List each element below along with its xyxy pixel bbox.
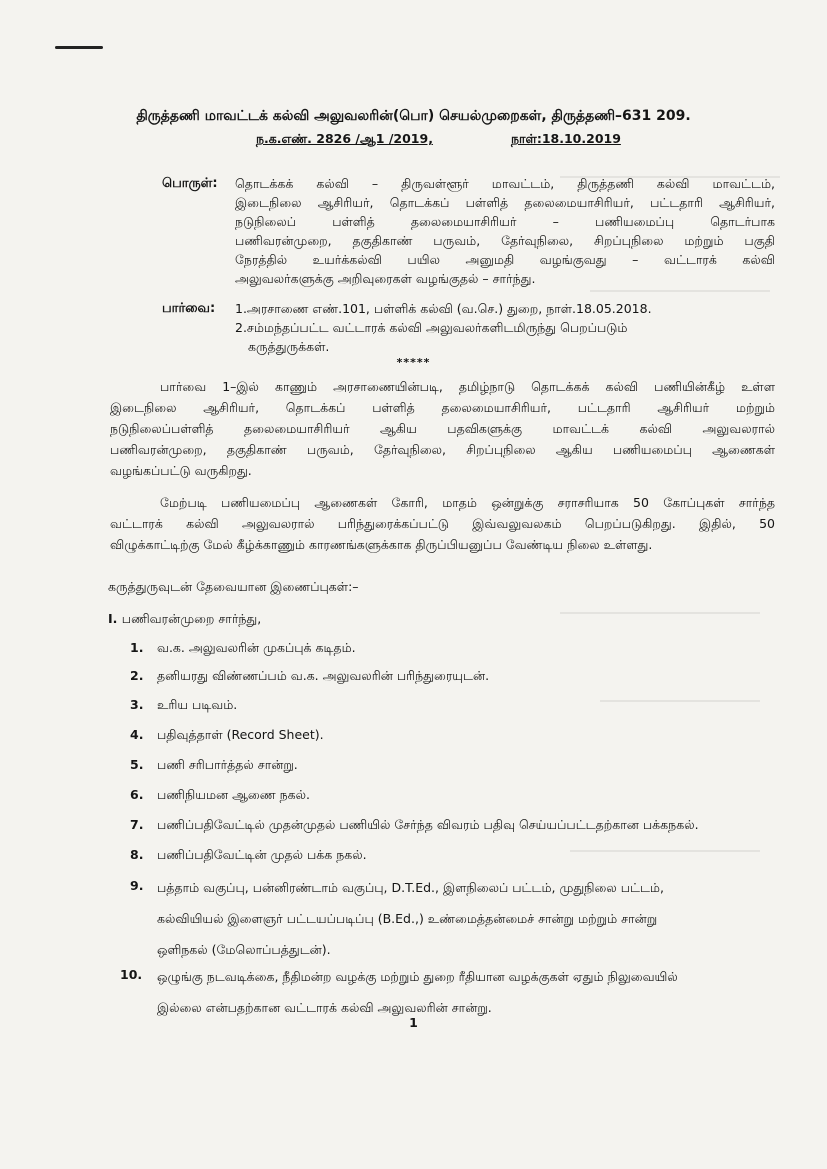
list-item: பணி சரிபார்த்தல் சான்று.: [157, 757, 298, 772]
list-item: [157, 872, 777, 965]
list-item: பதிவுத்தாள் (Record Sheet).: [157, 727, 324, 742]
paragraph-line: வட்டாரக் கல்வி அலுவலரால் பரிந்துரைக்கப்பட்டு இவ்வலுவலகம் பெறப்படுகிறது. இதில், 50: [110, 516, 775, 531]
paragraph-2: [110, 492, 775, 555]
list-item: [157, 961, 777, 1023]
list-item: உரிய படிவம்.: [157, 697, 238, 712]
section-heading: [108, 611, 261, 628]
reference-line: 2.சம்மந்தப்பட்ட வட்டாரக் கல்வி அலுவலர்களிடமிருந்து பெறப்படும்: [235, 320, 628, 335]
subject-line: தொடக்கக் கல்வி – திருவள்ளூர் மாவட்டம், திருத்தணி கல்வி மாவட்டம்,: [235, 176, 775, 191]
list-item: வ.க. அலுவலரின் முகப்புக் கடிதம்.: [157, 640, 356, 655]
reference-line: கருத்துருக்கள்.: [248, 339, 330, 354]
paragraph-line: மேற்படி பணியமைப்பு ஆணைகள் கோரி, மாதம் ஒன்றுக்கு சராசரியாக 50 கோப்புகள் சார்ந்த: [160, 495, 775, 510]
subject-line: நேரத்தில் உயர்க்கல்வி பயில அனுமதி வழங்குவது – வட்டாரக் கல்வி: [235, 252, 775, 267]
list-item: பணிப்பதிவேட்டில் முதன்முதல் பணியில் சேர்ந்த விவரம் பதிவு செய்யப்பட்டதற்கான பக்கநகல்.: [157, 817, 699, 832]
list-number: 8.: [130, 847, 144, 862]
list-item: தனியரது விண்ணப்பம் வ.க. அலுவலரின் பரிந்துரையுடன்.: [157, 668, 490, 683]
paragraph-1: [110, 376, 775, 481]
page-number: 1: [409, 1015, 418, 1030]
list-item: பணிநியமன ஆணை நகல்.: [157, 787, 310, 802]
paragraph-line: பணிவரன்முறை, தகுதிகாண் பருவம், தேர்வுநிலை, சிறப்புநிலை ஆகிய பணியமைப்பு ஆணைகள்: [110, 442, 775, 457]
list-number: 7.: [130, 817, 144, 832]
subject-text: [235, 174, 775, 288]
paragraph-line: இடைநிலை ஆசிரியர், தொடக்கப் பள்ளித் தலைமையாசிரியர், பட்டதாரி ஆசிரியர் மற்றும்: [110, 400, 775, 415]
subject-label: பொருள்:: [162, 176, 218, 191]
subject-line: பணிவரன்முறை, தகுதிகாண் பருவம், தேர்வுநிலை, சிறப்புநிலை மற்றும் பகுதி: [235, 233, 775, 248]
reference-text: [235, 299, 775, 356]
list-item: பணிப்பதிவேட்டின் முதல் பக்க நகல்.: [157, 847, 367, 862]
paragraph-line: நடுநிலைப்பள்ளித் தலைமையாசிரியர் ஆகிய பதவிகளுக்கு மாவட்டக் கல்வி அலுவலரால்: [110, 421, 775, 436]
section-numeral: I.: [108, 611, 118, 626]
list-number: 1.: [130, 640, 144, 655]
reference-number: ந.க.எண். 2826 /ஆ1 /2019,: [256, 131, 433, 146]
list-number: 4.: [130, 727, 144, 742]
reference-label: பார்வை:: [162, 301, 216, 316]
subject-line: அலுவலர்களுக்கு அறிவுரைகள் வழங்குதல் – சார்ந்து.: [235, 271, 536, 286]
paragraph-line: வழங்கப்பட்டு வருகிறது.: [110, 463, 252, 478]
list-item-line: கல்வியியல் இளைஞர் பட்டயப்படிப்பு (B.Ed.,) உண்மைத்தன்மைச் சான்று மற்றும் சான்று: [157, 911, 658, 926]
list-number: 5.: [130, 757, 144, 772]
list-item-line: இல்லை என்பதற்கான வட்டாரக் கல்வி அலுவலரின் சான்று.: [157, 1000, 492, 1015]
bleed-through: [560, 612, 760, 614]
list-number: 2.: [130, 668, 144, 683]
document-date: நாள்:18.10.2019: [511, 131, 621, 146]
list-number: 6.: [130, 787, 144, 802]
pen-mark: [55, 46, 103, 49]
paragraph-line: விழுக்காட்டிற்கு மேல் கீழ்க்காணும் காரணங்களுக்காக திருப்பியனுப்ப வேண்டிய நிலை உள்ளது.: [110, 537, 653, 552]
section-title: பணிவரன்முறை சார்ந்து,: [121, 611, 262, 626]
paragraph-line: பார்வை 1–இல் காணும் அரசாணையின்படி, தமிழ்நாடு தொடக்கக் கல்வி பணியின்கீழ் உள்ள: [160, 379, 775, 394]
list-number: 9.: [130, 878, 144, 893]
list-number: 10.: [120, 967, 143, 982]
list-item-line: ஒழுங்கு நடவடிக்கை, நீதிமன்ற வழக்கு மற்றும் துறை ரீதியான வழக்குகள் ஏதும் நிலுவையில்: [157, 969, 678, 984]
bleed-through: [590, 290, 770, 292]
list-number: 3.: [130, 697, 144, 712]
attachments-heading: கருத்துருவுடன் தேவையான இணைப்புகள்:–: [108, 579, 359, 594]
office-title: திருத்தணி மாவட்டக் கல்வி அலுவலரின்(பொ) செயல்முறைகள், திருத்தணி–631 209.: [136, 108, 691, 124]
subject-line: நடுநிலைப் பள்ளித் தலைமையாசிரியர் – பணியமைப்பு தொடர்பாக: [235, 214, 775, 229]
list-item-line: ஒளிநகல் (மேலொப்பத்துடன்).: [157, 942, 331, 957]
subject-line: இடைநிலை ஆசிரியர், தொடக்கப் பள்ளித் தலைமையாசிரியர், பட்டதாரி ஆசிரியர்,: [235, 195, 775, 210]
separator: *****: [396, 356, 431, 369]
list-item-line: பத்தாம் வகுப்பு, பன்னிரண்டாம் வகுப்பு, D.T.Ed., இளநிலைப் பட்டம், முதுநிலை பட்டம்,: [157, 880, 664, 895]
reference-line: 1.அரசாணை எண்.101, பள்ளிக் கல்வி (வ.செ.) துறை, நாள்.18.05.2018.: [235, 301, 652, 316]
